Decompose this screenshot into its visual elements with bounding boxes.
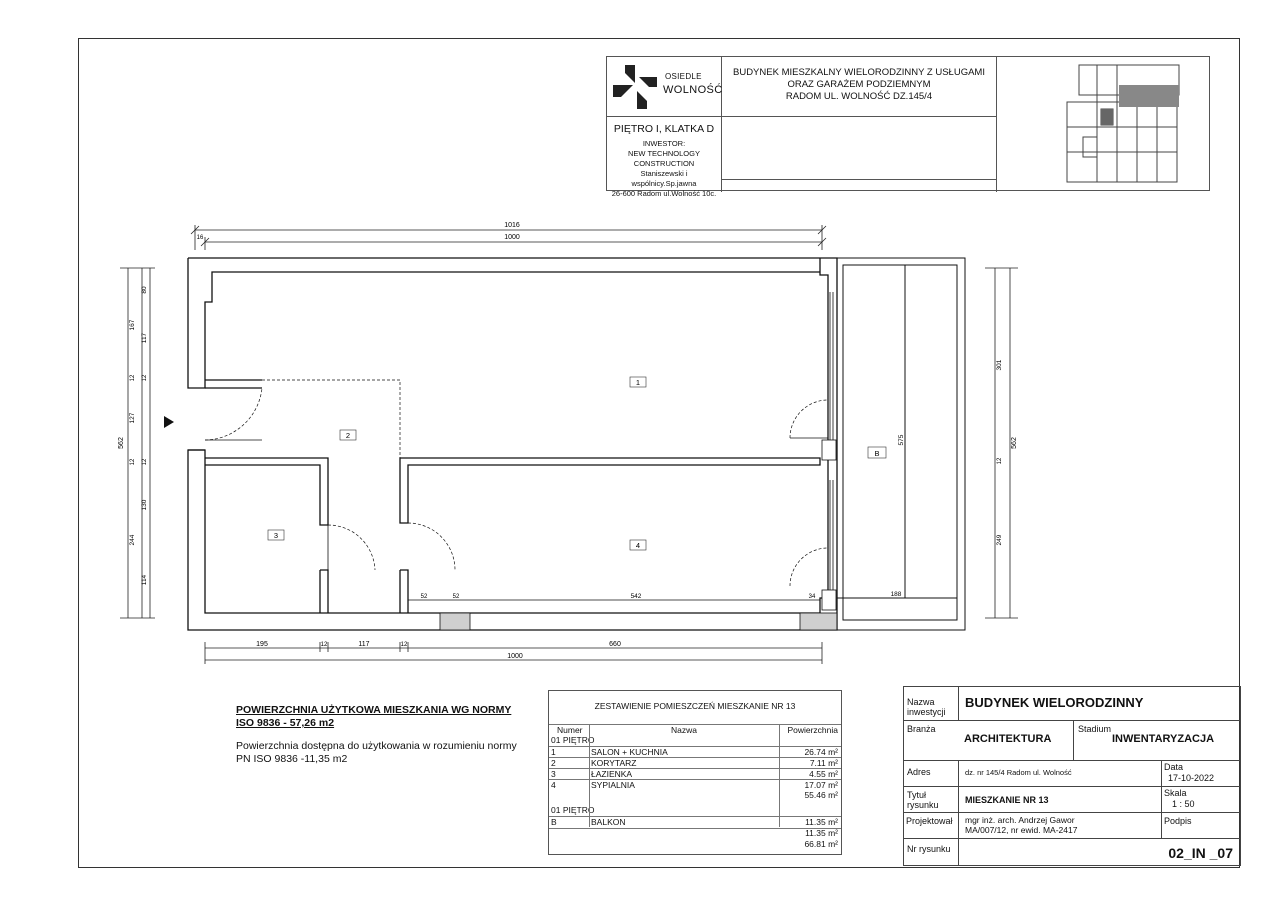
room-label-3: 3 xyxy=(273,531,279,540)
dim-right-total: 562 xyxy=(1011,437,1018,449)
designer-line-1: mgr inż. arch. Andrzej Gawor xyxy=(965,815,1075,825)
entrance-arrow-icon xyxy=(164,416,174,428)
room-label-b: B xyxy=(874,449,880,458)
area-heading-2: ISO 9836 - 57,26 m2 xyxy=(236,717,335,729)
sign-label: Podpis xyxy=(1164,816,1192,826)
rooms-group-1: 01 PIĘTRO xyxy=(551,735,595,745)
dim-left-7: 12 xyxy=(142,458,148,466)
dim-bottom-3: 12 xyxy=(400,642,408,648)
dim-left-0: 80 xyxy=(141,286,148,294)
table-row: 3 ŁAZIENKA 4.55 m² xyxy=(549,768,841,780)
rooms-total: 66.81 m² xyxy=(804,839,838,849)
room-label-2: 2 xyxy=(345,431,351,440)
dim-left-9: 244 xyxy=(129,534,136,546)
table-row: B BALKON 11.35 m² xyxy=(549,816,841,829)
dim-inner-3: 34 xyxy=(808,594,816,600)
area-heading-1: POWIERZCHNIA UŻYTKOWA MIESZKANIA WG NORMY xyxy=(236,704,512,716)
investor-line-2: NEW TECHNOLOGY CONSTRUCTION xyxy=(628,149,700,168)
room-label-1: 1 xyxy=(635,378,641,387)
dim-left-5: 127 xyxy=(129,412,136,424)
dim-left-3: 12 xyxy=(130,374,136,382)
dim-left-1: 167 xyxy=(129,319,136,331)
stage-label: Stadium xyxy=(1078,724,1112,734)
dim-left-2: 117 xyxy=(141,332,148,344)
stage-value: INWENTARYZACJA xyxy=(1112,733,1215,745)
title-value: MIESZKANIE NR 13 xyxy=(965,795,1049,805)
scale-value: 1 : 50 xyxy=(1172,799,1195,809)
rooms-table xyxy=(548,690,842,855)
rooms-subtotal-1: 55.46 m² xyxy=(804,790,838,800)
dim-bottom-1: 12 xyxy=(320,642,328,648)
inv-value: BUDYNEK WIELORODZINNY xyxy=(965,695,1144,710)
area-note-1: Powierzchnia dostępna do użytkowania w rozumieniu normy xyxy=(236,740,517,752)
dim-inner-1: 52 xyxy=(452,594,460,600)
rooms-subtotal-2: 11.35 m² xyxy=(805,828,838,838)
dim-left-4: 12 xyxy=(142,374,148,382)
logo-text-2: WOLNOŚĆ xyxy=(663,84,723,96)
building-line-3: RADOM UL. WOLNOŚĆ DZ.145/4 xyxy=(785,91,933,102)
inv-label: Nazwa inwestycji xyxy=(907,697,946,717)
title-label: Tytuł rysunku xyxy=(907,790,939,810)
dim-inner-2: 542 xyxy=(630,593,642,600)
rooms-header-name: Nazwa xyxy=(671,725,697,735)
columns xyxy=(440,613,837,630)
dim-left-6: 12 xyxy=(130,458,136,466)
room-label-4: 4 xyxy=(635,541,641,550)
table-row: 2 KORYTARZ 7.11 m² xyxy=(549,757,841,769)
dim-inner-0: 52 xyxy=(420,594,428,600)
area-note-2: PN ISO 9836 -11,35 m2 xyxy=(236,753,348,765)
investor-line-3: Staniszewski i wspólnicy.Sp.jawna xyxy=(631,169,697,188)
rooms-header-num: Numer xyxy=(557,725,583,735)
dim-balcony-width: 188 xyxy=(890,591,902,598)
designer-line-2: MA/007/12, nr ewid. MA-2417 xyxy=(965,825,1078,835)
address-label: Adres xyxy=(907,767,931,777)
room-labels xyxy=(268,377,886,550)
area-info xyxy=(236,704,536,766)
left-dimensions xyxy=(120,268,155,618)
investor-line-4: 26-600 Radom ul.Wolność 10c. xyxy=(611,189,717,198)
dim-left-10: 114 xyxy=(141,574,148,586)
dim-right-1: 12 xyxy=(997,457,1003,465)
date-label: Data xyxy=(1164,762,1184,772)
scale-label: Skala xyxy=(1164,788,1187,798)
dim-bottom-4: 660 xyxy=(609,641,621,648)
dim-bottom-2: 117 xyxy=(358,641,370,648)
date-value: 17-10-2022 xyxy=(1168,773,1215,783)
title-block xyxy=(903,686,1241,866)
drawing-value: 02_IN _07 xyxy=(1168,845,1233,861)
floor-label: PIĘTRO I, KLATKA D xyxy=(613,123,715,135)
dim-balcony-height: 575 xyxy=(898,434,905,446)
dim-bottom-total: 1000 xyxy=(507,653,523,660)
table-row: 4 SYPIALNIA 17.07 m² xyxy=(549,779,841,791)
drawing-label: Nr rysunku xyxy=(907,844,951,854)
logo-text-1: OSIEDLE xyxy=(665,72,702,81)
designer-label: Projektował xyxy=(906,816,953,826)
investor-line-1: INWESTOR: xyxy=(642,139,686,148)
branch-value: ARCHITEKTURA xyxy=(964,733,1052,745)
dim-top-outer: 1016 xyxy=(504,222,520,229)
table-row: 1 SALON + KUCHNIA 26.74 m² xyxy=(549,746,841,758)
building-line-2: ORAZ GARAŻEM PODZIEMNYM xyxy=(787,79,931,90)
branch-label: Branża xyxy=(907,724,936,734)
dim-left-total: 562 xyxy=(118,437,125,449)
dim-bottom-0: 195 xyxy=(256,641,268,648)
dim-top-inner: 1000 xyxy=(504,234,520,241)
dim-right-2: 249 xyxy=(996,534,1003,546)
rooms-table-title: ZESTAWIENIE POMIESZCZEŃ MIESZKANIE NR 13 xyxy=(594,701,796,711)
building-line-1: BUDYNEK MIESZKALNY WIELORODZINNY Z USŁUGAMI xyxy=(733,67,985,78)
address-value: dz. nr 145/4 Radom ul. Wolność xyxy=(965,768,1072,777)
walls xyxy=(188,258,837,630)
dim-left-8: 130 xyxy=(141,499,148,511)
rooms-group-2: 01 PIĘTRO xyxy=(551,805,595,815)
rooms-header-area: Powierzchnia xyxy=(787,725,838,735)
door-swings xyxy=(205,380,828,586)
windows xyxy=(822,292,836,610)
dim-right-0: 301 xyxy=(996,359,1003,371)
dim-top-small: 16 xyxy=(196,235,204,241)
